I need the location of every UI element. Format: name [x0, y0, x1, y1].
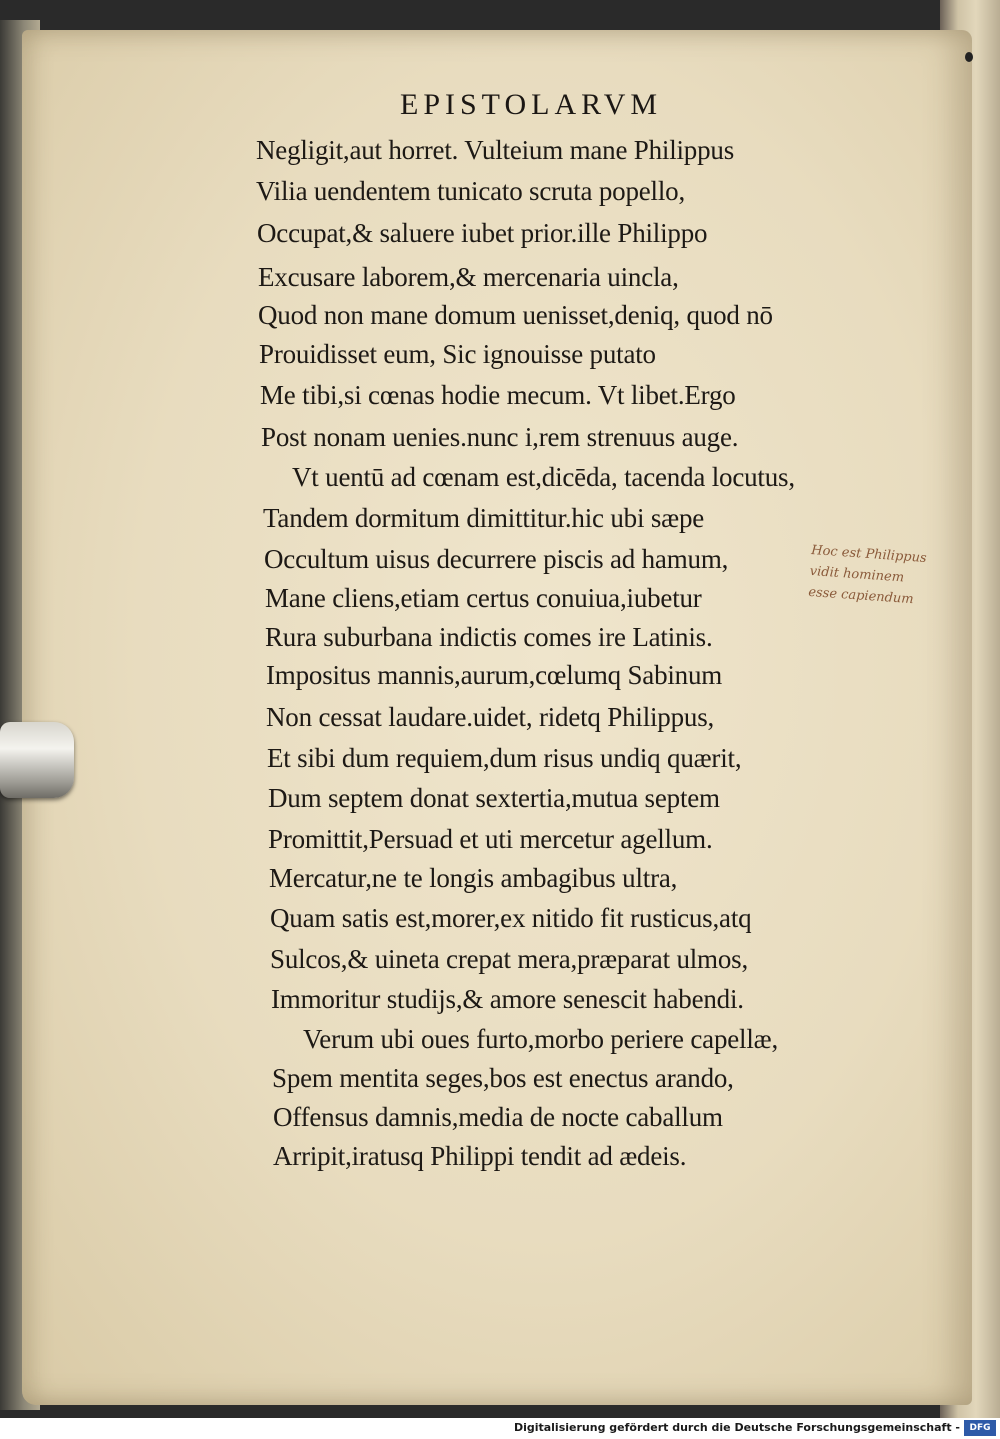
text-line: Tandem dormitum dimittitur.hic ubi sæpe [263, 503, 705, 533]
text-line: Verum ubi oues furto,morbo periere capellæ, [303, 1024, 779, 1054]
margin-note-line: vidit hominem [809, 563, 905, 586]
dfg-logo[interactable]: DFG [964, 1420, 996, 1436]
text-line: Post nonam uenies.nunc i,rem strenuus auge. [261, 422, 739, 452]
margin-note-line: esse capiendum [807, 584, 915, 608]
text-line: Mercatur,ne te longis ambagibus ultra, [269, 863, 678, 893]
text-line: Me tibi,si cœnas hodie mecum. Vt libet.Ergo [260, 380, 736, 410]
text-line: Occultum uisus decurrere piscis ad hamum, [264, 544, 729, 574]
ink-dot [965, 52, 973, 62]
text-line: Immoritur studijs,& amore senescit habendi. [271, 984, 744, 1014]
text-line: Quam satis est,morer,ex nitido fit rusticus,atq [270, 903, 752, 933]
page-clip [0, 722, 74, 798]
footer-bar [0, 1418, 1000, 1439]
text-line: Dum septem donat sextertia,mutua septem [268, 783, 720, 813]
text-line: Arripit,iratusq Philippi tendit ad ædeis. [273, 1141, 687, 1171]
text-line: Vt uentū ad cœnam est,dicēda, tacenda locutus, [292, 462, 795, 492]
text-line: Prouidisset eum, Sic ignouisse putato [259, 339, 656, 369]
text-line: Rura suburbana indictis comes ire Latinis. [265, 622, 713, 652]
text-line: Et sibi dum requiem,dum risus undiq quærit, [267, 743, 742, 773]
running-head: EPISTOLARVM [400, 88, 663, 121]
text-line: Offensus damnis,media de nocte caballum [273, 1102, 723, 1132]
text-line: Non cessat laudare.uidet, ridetq Philippus, [266, 702, 715, 732]
text-line: Mane cliens,etiam certus conuiua,iubetur [265, 583, 702, 613]
text-line: Sulcos,& uineta crepat mera,præparat ulmos, [270, 944, 749, 974]
text-line: Quod non mane domum uenisset,deniq, quod nō [258, 300, 773, 330]
text-line: Promittit,Persuad et uti mercetur agellum. [268, 824, 713, 854]
text-line: Vilia uendentem tunicato scruta popello, [256, 176, 685, 206]
funding-credit: Digitalisierung gefördert durch die Deutsche Forschungsgemeinschaft - [513, 1421, 960, 1434]
text-line: Impositus mannis,aurum,cœlumq Sabinum [266, 660, 723, 690]
text-line: Spem mentita seges,bos est enectus arando, [272, 1063, 734, 1093]
text-line: Excusare laborem,& mercenaria uincla, [258, 262, 679, 292]
handwritten-margin-note [808, 540, 972, 614]
text-line: Occupat,& saluere iubet prior.ille Philippo [257, 218, 708, 248]
text-line: Negligit,aut horret. Vulteium mane Philippus [256, 135, 735, 165]
margin-note-line: Hoc est Philippus [810, 542, 928, 567]
